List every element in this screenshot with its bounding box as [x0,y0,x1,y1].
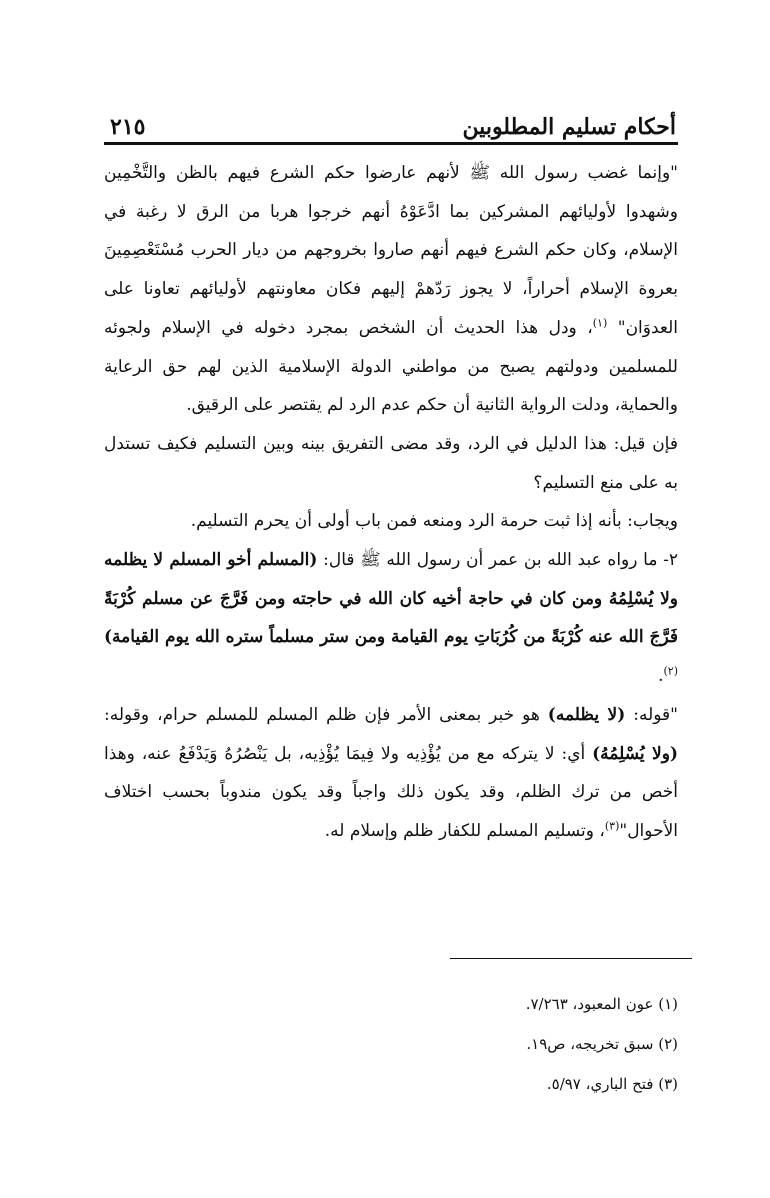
paragraph-2: فإن قيل: هذا الدليل في الرد، وقد مضى التفريق بينه وبين التسليم فكيف تستدل به على منع التسليم؟ [104,433,678,493]
footnotes [300,984,678,1104]
paragraph-1-text: "وإنما غضب رسول الله ﷺ لأنهم عارضوا حكم الشرع فيهم بالظن والتَّخْمِين وشهدوا لأوليائهم المشركين بما ادَّعَوْهُ أنهم خرجوا هربا من الرق لا رغبة في الإسلام، وكان حكم الشرع فيهم أنهم صاروا بخروجهم من ديار الحرب مُسْتَعْصِمِينَ بعروة الإسلام أحراراً، لا يجوز رَدّهمْ إليهم فكان معاونتهم لأوليائهم تعاونا على العدوَان" [104,163,679,338]
quoted-phrase-1: (لا يظلمه) [547,704,626,725]
hadith-text: (المسلم أخو المسلم لا يظلمه ولا يُسْلِمُهُ ومن كان في حاجة أخيه كان الله في حاجته ومن فَرَّجَ عن مسلم كُرْبَةً فَرَّجَ الله عنه كُرْبَةً من كُرُبَاتِ يوم القيامة ومن ستر مسلماً ستره الله يوم القيامة) [104,550,678,648]
quoted-phrase-2: (ولا يُسْلِمُهُ) [592,743,678,764]
commentary-end: ، وتسليم المسلم للكفار ظلم وإسلام له. [324,820,605,841]
footnote-ref-3: (٣) [604,819,620,833]
hadith-intro: ٢- ما رواه عبد الله بن عمر أن رسول الله ﷺ قال: [317,550,678,571]
footnote-ref-1: (١) [592,316,608,330]
header-rule [104,142,678,145]
page-header [110,104,676,140]
paragraph-5 [104,696,678,851]
hadith-end: . [658,666,664,687]
commentary-part-1: هو خبر بمعنى الأمر فإن ظلم المسلم للمسلم حرام، وقوله: [104,704,548,725]
commentary-open: "قوله: [625,704,678,725]
paragraph-4 [104,541,678,696]
footnote-separator [450,958,692,959]
footnote-3: (٣) فتح الباري، ٥/٩٧. [546,1075,678,1093]
paragraph-1-continuation: ، ودل هذا الحديث أن الشخص بمجرد دخوله في الإسلام ولجوئه للمسلمين ودولتهم يصبح من مواطني الدولة الإسلامية الذين لهم حق الرعاية والحماية، ودلت الرواية الثانية أن حكم عدم الرد لم يقتصر على الرقيق. [104,317,678,416]
footnote-ref-2: (٢) [663,664,678,678]
commentary-part-2: أي: لا يتركه مع من يُؤْذِيه ولا فِيمَا يُؤْذِيه، بل يَنْصُرُهُ وَيَدْفَعُ عنه، وهذا أخص من ترك الظلم، وقد يكون ذلك واجباً وقد يكون مندوباً بحسب اختلاف الأحوال" [104,743,678,841]
footnote-1: (١) عون المعبود، ٧/٢٦٣. [525,995,678,1013]
page-number: ٢١٥ [110,114,146,140]
paragraph-3: ويجاب: بأنه إذا ثبت حرمة الرد ومنعه فمن باب أولى أن يحرم التسليم. [190,511,678,532]
paragraph-1 [104,154,678,425]
footnote-2: (٢) سبق تخريجه، ص١٩. [526,1035,678,1053]
body-text [104,154,678,851]
running-title: أحكام تسليم المطلوبين [462,114,676,140]
